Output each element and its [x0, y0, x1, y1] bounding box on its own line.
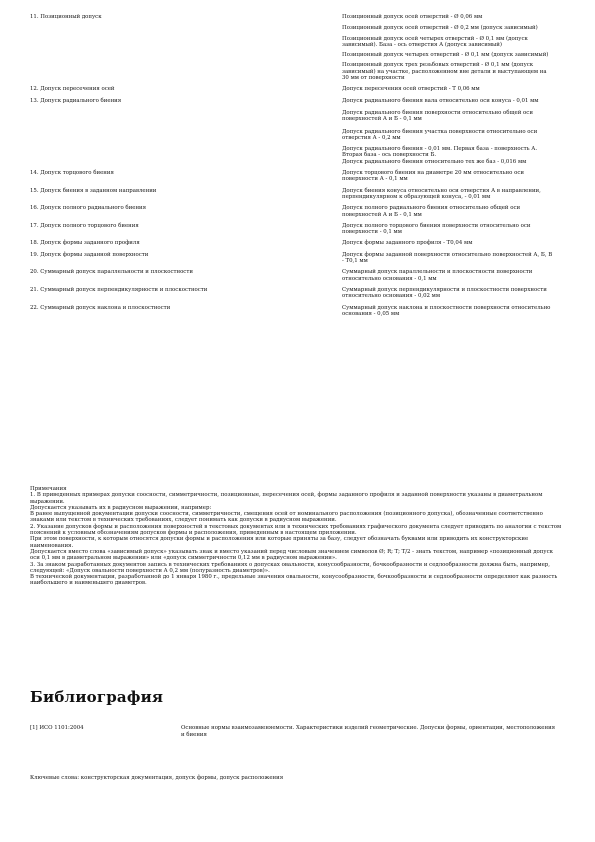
- tolerance-examples: [342, 240, 554, 246]
- table-row: [30, 14, 565, 81]
- table-row: [30, 240, 565, 246]
- tolerance-example: Позиционный допуск осей отверстий - Ø 0,06 мм: [342, 14, 483, 20]
- tolerance-example: Допуск радиального биения вала относительно оси конуса - 0,01 мм: [342, 97, 539, 104]
- note-paragraph: Допускается вместо слова «зависимый допуск» указывать знак и вместо указаний перед числовым значением символов Ø; R; T; T/2 - знать текстом, например «позиционный допуск оси 0,1 мм в диаметральном выражении» или «допуск симметричности 0,12 мм в радиусном выражении».: [30, 548, 553, 562]
- tolerance-example: Позиционный допуск четырех отверстий - Ø 0,1 мм (допуск зависимый): [342, 52, 549, 59]
- tolerance-name: 15. Допуск биения в заданном направлении: [30, 187, 157, 194]
- tolerance-example: Допуск радиального биения относительно тех же баз - 0,016 мм: [342, 158, 527, 165]
- tolerance-examples: [342, 14, 554, 81]
- tolerance-name: 19. Допуск формы заданной поверхности: [30, 251, 149, 258]
- tolerance-example: Позиционный допуск осей четырех отверстий - Ø 0,1 мм (допуск зависимый). База - ось отверстия А (допуск зависимый): [342, 35, 528, 48]
- tolerance-example: Допуск формы заданного профиля - T0,04 мм: [342, 240, 473, 247]
- bibliography-ref: [1] ИСО 1101:2004: [30, 725, 84, 731]
- tolerance-example: Суммарный допуск перпендикулярности и плоскостности поверхности относительно основания - 0,02 мм: [342, 286, 547, 300]
- tolerance-name: 12. Допуск пересечения осей: [30, 86, 115, 93]
- tolerance-example: Допуск пересечения осей отверстий - T 0,06 мм: [342, 86, 480, 93]
- tolerance-table: [30, 14, 565, 317]
- tolerance-name: 17. Допуск полного торцового биения: [30, 222, 139, 229]
- tolerance-example: Допуск радиального биения участка поверхности относительно оси отверстия А - 0,2 мм: [342, 128, 538, 141]
- bibliography-entry: [30, 725, 562, 739]
- tolerance-examples: [342, 223, 554, 236]
- tolerance-example: Допуск полного торцового биения поверхности относительно оси поверхности - 0,1 мм: [342, 222, 531, 236]
- tolerance-example: Допуск торцового биения на диаметре 20 мм относительно оси поверхности А - 0,1 мм: [342, 170, 524, 183]
- tolerance-name: 20. Суммарный допуск параллельности и плоскостности: [30, 269, 193, 276]
- table-row: [30, 170, 565, 183]
- tolerance-example: Допуск формы заданной поверхности относительно поверхностей А, Б, В - T0,1 мм: [342, 251, 553, 265]
- table-row: [30, 269, 565, 282]
- table-row: [30, 223, 565, 236]
- notes-heading: Примечания: [30, 486, 67, 492]
- note-paragraph: При этом поверхности, к которым относятся допуски формы и расположения или которые приняты за базу, следует обозначать буквами или приводить их конструкторские наименования.: [30, 536, 529, 549]
- tolerance-name: 18. Допуск формы заданного профиля: [30, 240, 140, 247]
- note-paragraph: В технической документации, разработанной до 1 января 1980 г., предельные значения овальности, конусообразности, бочкообразности и седлообразности определяют как разность наибольшего и наименьшего диаметров.: [30, 574, 558, 587]
- tolerance-example: Допуск радиального биения поверхности относительно общей оси поверхностей А и Б - 0,1 мм: [342, 109, 533, 123]
- tolerance-example: Допуск полного радиального биения относительно общей оси поверхностей А и Б - 0,1 мм: [342, 205, 521, 218]
- tolerance-example: Позиционный допуск осей отверстий - Ø 0,2 мм (допуск зависимый): [342, 25, 538, 32]
- tolerance-name: 21. Суммарный допуск перпендикулярности и плоскостности: [30, 286, 208, 293]
- tolerance-examples: [342, 98, 554, 165]
- notes-section: [30, 486, 562, 587]
- note-paragraph: В ранее выпущенной документации допуски соосности, симметричности, смещения осей от номинального расположения (позиционного допуска), обозначенные соответственно знаками или текстом в технических требованиях, следует понимать как допуски в радиусном выражении.: [30, 511, 543, 524]
- tolerance-example: Допуск биения конуса относительно оси отверстия А в направлении, перпендикулярном к образующей конуса, - 0,01 мм: [342, 187, 541, 200]
- table-row: [30, 98, 565, 165]
- table-row: [30, 252, 565, 265]
- tolerance-examples: [342, 170, 554, 183]
- tolerance-examples: [342, 252, 554, 265]
- tolerance-examples: [342, 269, 554, 282]
- tolerance-name: 11. Позиционный допуск: [30, 14, 102, 20]
- tolerance-examples: [342, 305, 554, 318]
- tolerance-name: 16. Допуск полного радиального биения: [30, 205, 147, 212]
- table-row: [30, 188, 565, 201]
- tolerance-example: Допуск радиального биения - 0,01 мм. Первая база - поверхность А. Вторая база - ось поверхности Б.: [342, 146, 538, 159]
- tolerance-examples: [342, 86, 554, 92]
- tolerance-examples: [342, 188, 554, 201]
- tolerance-example: Позиционный допуск трех резьбовых отверстий - Ø 0,1 мм (допуск зависимый) на участке, расположенном вне детали и выступающем на 30 мм от поверхности: [342, 62, 547, 82]
- table-row: [30, 86, 565, 92]
- tolerance-name: 14. Допуск торцового биения: [30, 170, 114, 177]
- tolerance-example: Суммарный допуск наклона и плоскостности поверхности относительно основания - 0,05 мм: [342, 304, 551, 317]
- note-paragraph: 2. Указание допусков формы и расположения поверхностей в текстовых документах или в технических требованиях графического документа следует приводить по аналогии с текстом пояснений к условным обозначениям допусков формы и расположения, приведенным в настоящем приложении.: [30, 523, 562, 537]
- tolerance-name: 13. Допуск радиального биения: [30, 97, 122, 104]
- tolerance-name: 22. Суммарный допуск наклона и плоскостности: [30, 304, 171, 311]
- tolerance-example: Суммарный допуск параллельности и плоскостности поверхности относительно основания - 0,1 мм: [342, 269, 533, 282]
- bibliography-heading: Библиография: [30, 688, 164, 706]
- note-paragraph: 3. За знаком разработанных документов запись в технических требованиях о допусках овальности, конусообразности, бочкообразности и седлообразности должна быть, например, следующей: «Допуск овальности поверхности А 0,2 мм (полуразность диаметров)».: [30, 561, 550, 574]
- note-paragraph: Допускается указывать их в радиусном выражении, например:: [30, 504, 212, 511]
- keywords: Ключевые слова: конструкторская документация, допуск формы, допуск расположения: [30, 775, 284, 781]
- tolerance-examples: [342, 205, 554, 218]
- tolerance-examples: [342, 287, 554, 300]
- note-paragraph: 1. В приведенных примерах допуски соосности, симметричности, позиционные, пересечения осей, формы заданного профиля и заданной поверхности указаны в диаметральном выражении.: [30, 492, 543, 505]
- table-row: [30, 287, 565, 300]
- bibliography-desc: Основные нормы взаимозаменяемости. Характеристики изделий геометрические. Допуски формы, ориентации, местоположения и биения: [181, 725, 556, 738]
- table-row: [30, 305, 565, 318]
- table-row: [30, 205, 565, 218]
